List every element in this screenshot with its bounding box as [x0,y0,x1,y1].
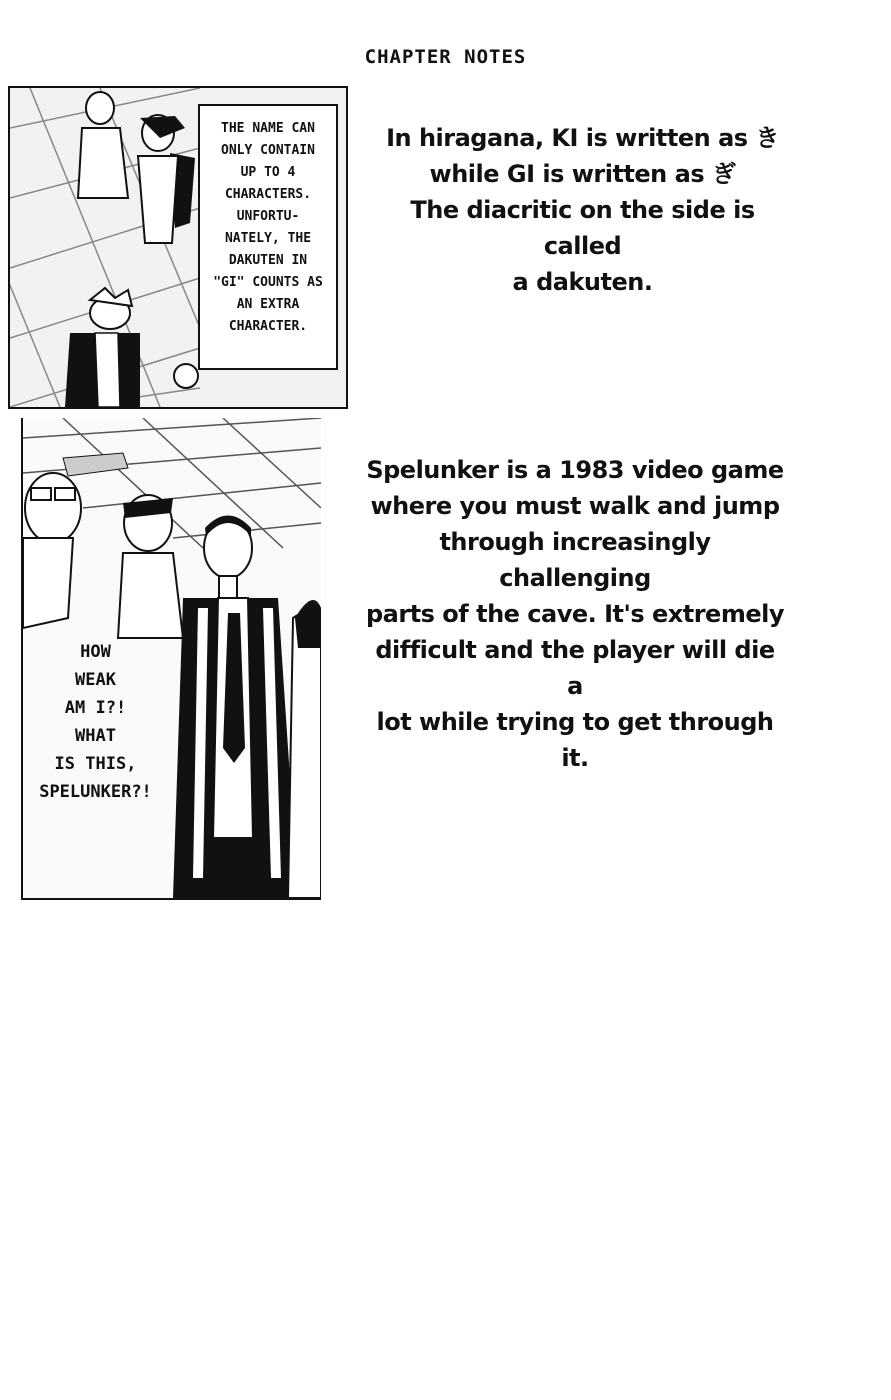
note-line: while GI is written as ぎ [429,160,736,188]
manga-panel-2 [21,418,321,900]
note-line: Spelunker is a 1983 video game [366,456,784,484]
note-line: a dakuten. [512,268,653,296]
note-line: lot while trying to get through it. [376,708,774,772]
caption-line: AN EXTRA [236,297,300,312]
note-line: difficult and the player will die a [375,636,775,700]
note-line: In hiragana, KI is written as き [386,124,779,152]
speech-line: WHAT [75,726,116,746]
note-line: where you must walk and jump [370,492,780,520]
translation-note-hiragana [370,120,795,300]
narration-caption-box [198,104,338,370]
speech-line: WEAK [75,670,116,690]
caption-line: UP TO 4 [240,165,296,180]
caption-line: CHARACTERS. [224,187,312,202]
manga-panel-1 [8,86,348,409]
speech-line: HOW [80,642,111,662]
note-line: parts of the cave. It's extremely [365,600,784,628]
caption-line: UNFORTU- [236,209,300,224]
caption-line: THE NAME CAN [221,121,315,136]
caption-line: NATELY, THE [224,231,312,246]
speech-line: AM I?! [64,698,127,718]
translation-note-spelunker [365,452,785,776]
caption-line: CHARACTER. [228,319,308,334]
speech-line: SPELUNKER?! [39,782,152,802]
note-line: The diacritic on the side is called [410,196,755,260]
chapter-notes-title: CHAPTER NOTES [364,46,527,68]
caption-line: "GI" COUNTS AS [213,275,323,290]
note-line: through increasingly challenging [439,528,711,592]
caption-line: DAKUTEN IN [228,253,308,268]
caption-line: ONLY CONTAIN [221,143,315,158]
speech-bubble-text [23,638,168,806]
speech-line: IS THIS, [54,754,137,774]
